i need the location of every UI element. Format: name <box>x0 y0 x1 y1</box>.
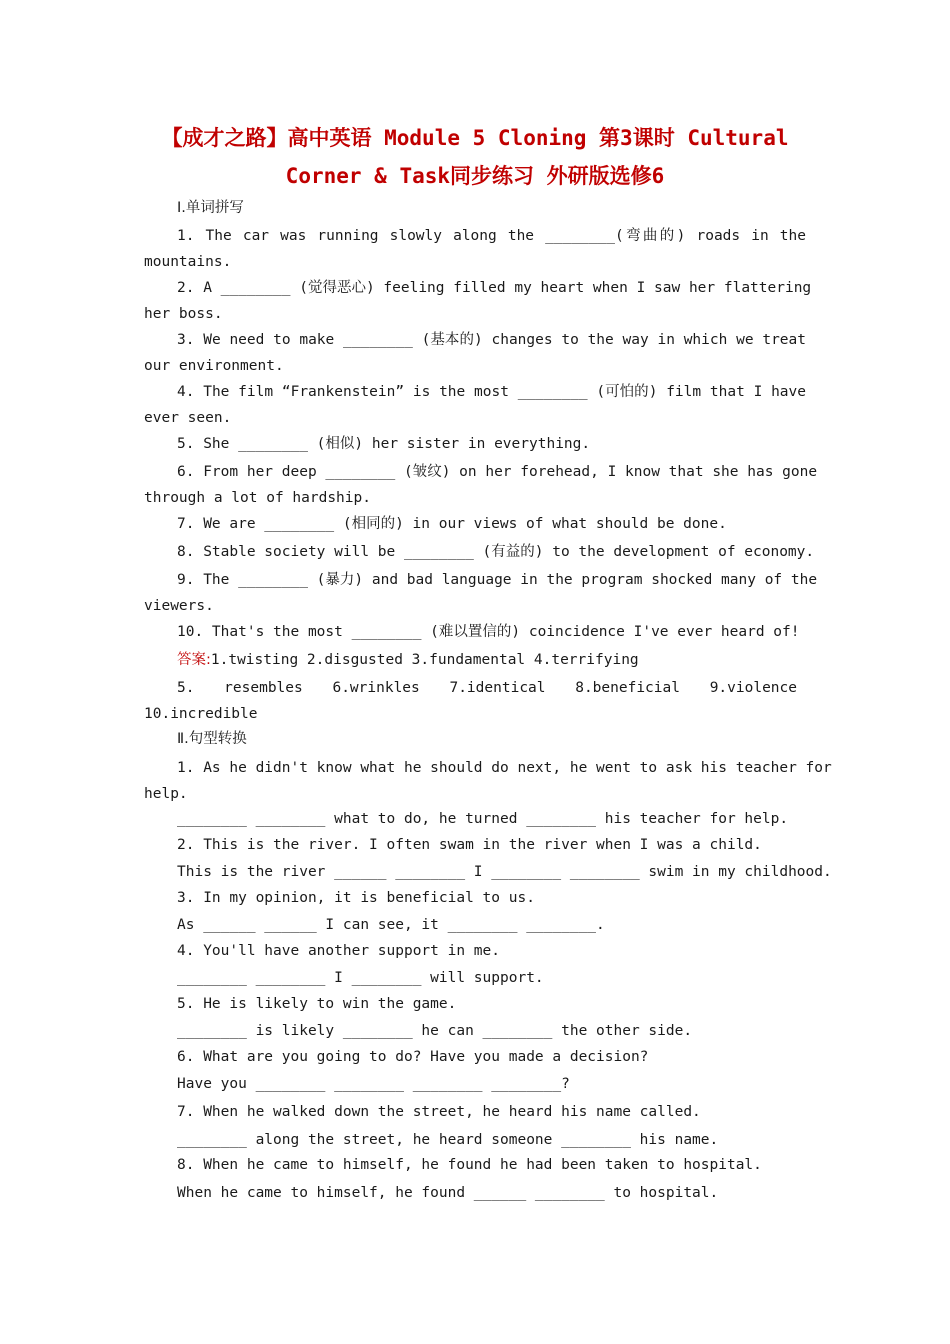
q6-line-1: 6. From her deep ________ (皱纹) on her forehead, I know that she has gone <box>177 464 818 480</box>
answer-text-1: 1.twisting 2.disgusted 3.fundamental 4.terrifying <box>210 652 639 668</box>
answer-label: 答案: <box>177 652 211 668</box>
s3-line-1: 3. In my opinion, it is beneficial to us. <box>177 890 535 906</box>
s2-answer-line: This is the river ______ ________ I ________ ________ swim in my childhood. <box>177 864 832 880</box>
s3-answer-line: As ______ ______ I can see, it ________ ________. <box>177 917 605 933</box>
s7-line-1: 7. When he walked down the street, he heard his name called. <box>177 1104 701 1120</box>
s1-line-1: 1. As he didn't know what he should do next, he went to ask his teacher for <box>177 760 832 776</box>
s4-line-1: 4. You'll have another support in me. <box>177 943 501 959</box>
title-line-1: 【成才之路】高中英语 Module 5 Cloning 第3课时 Cultural <box>161 126 789 150</box>
q9-line-2: viewers. <box>144 598 214 614</box>
q3-line-2: our environment. <box>144 358 284 374</box>
q4-line-1: 4. The film “Frankenstein” is the most ________ (可怕的) film that I have <box>177 384 806 400</box>
q9-line-1: 9. The ________ (暴力) and bad language in the program shocked many of the <box>177 572 818 588</box>
s1-answer-line: ________ ________ what to do, he turned ________ his teacher for help. <box>177 811 789 827</box>
q2-line-2: her boss. <box>144 306 223 322</box>
answer-line-1 <box>177 651 639 669</box>
q5-line-1: 5. She ________ (相似) her sister in everything. <box>177 436 591 452</box>
answer-line-3: 10.incredible <box>144 706 258 722</box>
s6-answer-line: Have you ________ ________ ________ ________? <box>177 1076 570 1092</box>
q8-line-1: 8. Stable society will be ________ (有益的) to the development of economy. <box>177 544 815 560</box>
s2-line-1: 2. This is the river. I often swam in the river when I was a child. <box>177 837 762 853</box>
s4-answer-line: ________ ________ I ________ will support. <box>177 970 544 986</box>
s7-answer-line: ________ along the street, he heard someone ________ his name. <box>177 1132 719 1148</box>
s1-line-2: help. <box>144 786 188 802</box>
q1-line-2: mountains. <box>144 254 232 270</box>
title-line-2: Corner & Task同步练习 外研版选修6 <box>285 164 665 188</box>
q10-line-1: 10. That's the most ________ (难以置信的) coincidence I've ever heard of! <box>177 624 800 640</box>
section-2-heading: Ⅱ.句型转换 <box>177 731 247 747</box>
s8-answer-line: When he came to himself, he found ______ ________ to hospital. <box>177 1185 719 1201</box>
section-1-heading: Ⅰ.单词拼写 <box>177 200 244 216</box>
s5-answer-line: ________ is likely ________ he can ________ the other side. <box>177 1023 693 1039</box>
s8-line-1: 8. When he came to himself, he found he had been taken to hospital. <box>177 1157 762 1173</box>
q3-line-1: 3. We need to make ________ (基本的) changes to the way in which we treat <box>177 332 806 348</box>
answer-line-2: 5. resembles 6.wrinkles 7.identical 8.beneficial 9.violence <box>177 680 797 696</box>
q2-line-1: 2. A ________ (觉得恶心) feeling filled my heart when I saw her flattering <box>177 280 812 296</box>
q1-line-1: 1. The car was running slowly along the ________(弯曲的) roads in the <box>177 228 806 244</box>
q4-line-2: ever seen. <box>144 410 232 426</box>
s5-line-1: 5. He is likely to win the game. <box>177 996 457 1012</box>
s6-line-1: 6. What are you going to do? Have you made a decision? <box>177 1049 649 1065</box>
q6-line-2: through a lot of hardship. <box>144 490 371 506</box>
q7-line-1: 7. We are ________ (相同的) in our views of what should be done. <box>177 516 727 532</box>
